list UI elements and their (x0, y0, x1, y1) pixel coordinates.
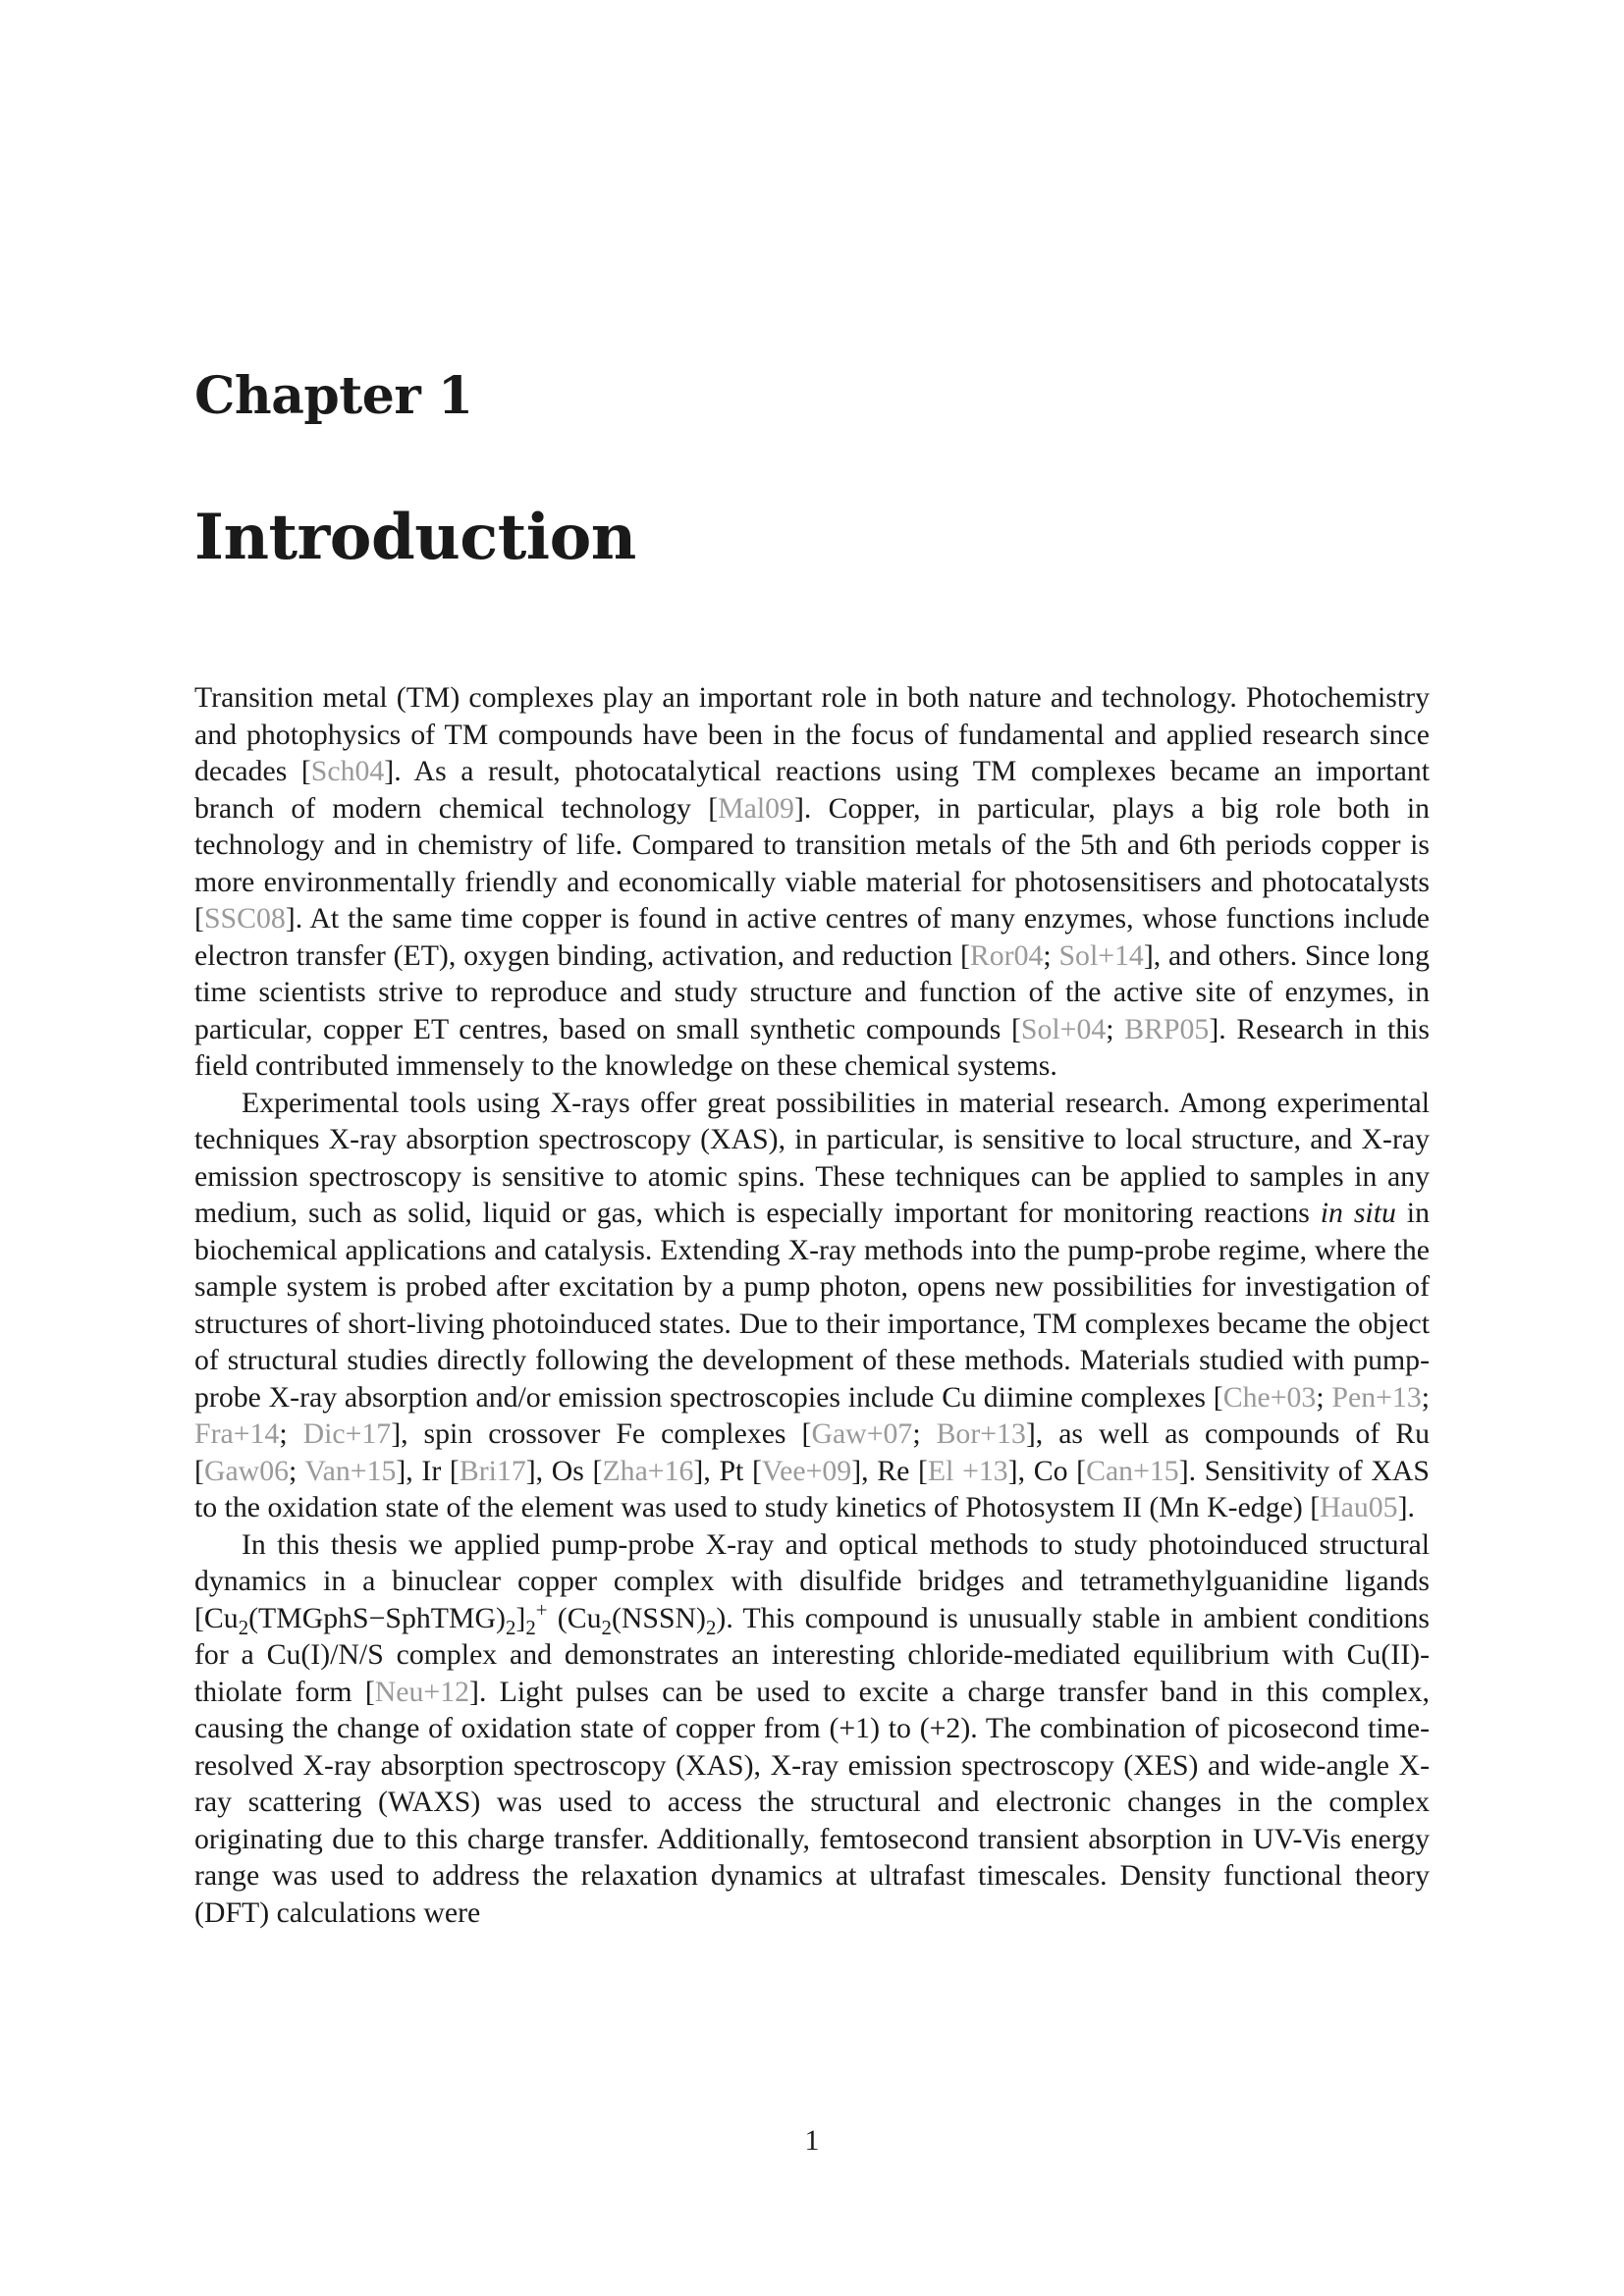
citation-link[interactable]: Che+03 (1222, 1380, 1317, 1414)
citation-link[interactable]: Dic+17 (302, 1417, 392, 1450)
text-run: Experimental tools using X-rays offer great possibilities in material research. Among experimental techniques X-ray absorption spectroscopy (XAS), in particular, is sensitive to local structure, and X-ray emission spectroscopy is sensitive to atomic spins. These techniques can be applied to samples in any medium, such as solid, liquid or gas, which is especially important for monitoring reactions (194, 1086, 1430, 1229)
citation-link[interactable]: Pen+13 (1331, 1380, 1422, 1414)
text-run: ], Co [ (1007, 1454, 1087, 1487)
text-run: ], Os [ (525, 1454, 603, 1487)
citation-link[interactable]: Sol+14 (1058, 938, 1144, 972)
text-run: ]. Light pulses can be used to excite a charge transfer band in this complex, causing the change of oxidation state of copper from (+1) to (+2). The combination of picosecond time-resolved X-ray absorption spectroscopy (XAS), X-ray emission spectroscopy (XES) and wide-angle X-ray scattering (WAXS) was used to access the structural and electronic changes in the complex originating due to this charge transfer. Additionally, femtosecond transient absorption in UV-Vis energy range was used to address the relaxation dynamics at ultrafast timescales. Density functional theory (DFT) calculations were (194, 1675, 1430, 1929)
text-run: ; (1043, 938, 1059, 972)
text-run: (TMGphS−SphTMG) (248, 1601, 506, 1634)
paragraph (194, 679, 1430, 1085)
citation-link[interactable]: Sch04 (310, 755, 385, 787)
paragraph (194, 1085, 1430, 1526)
text-run: ], Ir [ (396, 1454, 460, 1487)
chapter-number: Chapter 1 (194, 366, 473, 426)
text-run: ] (515, 1601, 526, 1634)
paragraph (194, 1526, 1430, 1932)
subscript: 2 (525, 1615, 536, 1639)
text-run: (NSSN) (611, 1601, 706, 1634)
text-run: ). This compound is unusually stable in ambient conditions for a Cu(I)/N/S complex and demonstrates an interesting chloride-mediated equilibrium with Cu(II)-thiolate form [ (194, 1601, 1430, 1708)
citation-link[interactable]: Gaw06 (203, 1454, 289, 1487)
text-run: ], Re [ (851, 1454, 928, 1487)
text-run: ; (912, 1417, 937, 1450)
citation-link[interactable]: Mal09 (718, 791, 794, 825)
text-run: ]. (1397, 1491, 1415, 1523)
text-run: In this thesis we applied pump-probe X-ray and optical methods to study photoinduced structural dynamics in a binuclear copper complex with disulfide bridges and tetramethylguanidine ligands [Cu (194, 1527, 1430, 1634)
text-run: ; (279, 1417, 303, 1450)
citation-link[interactable]: Vee+09 (761, 1454, 852, 1487)
text-run: in biochemical applications and catalysis. Extending X-ray methods into the pump-probe regime, where the sample system is probed after excitation by a pump photon, opens new possibilities for investigation of structures of short-living photoinduced states. Due to their importance, TM complexes became the object of structural studies directly following the development of these methods. Materials studied with pump-probe X-ray absorption and/or emission spectroscopies include Cu diimine complexes [ (194, 1197, 1430, 1414)
citation-link[interactable]: Sol+04 (1020, 1012, 1107, 1045)
citation-link[interactable]: Bri17 (459, 1454, 526, 1487)
subscript: 2 (705, 1615, 717, 1639)
text-run: ]. As a result, photocatalytical reactions using TM complexes became an important branch of modern chemical technology [ (194, 755, 1430, 825)
chapter-title: Introduction (194, 501, 636, 574)
citation-link[interactable]: Fra+14 (194, 1417, 280, 1450)
text-run: ; (1421, 1380, 1430, 1414)
citation-link[interactable]: BRP05 (1124, 1012, 1210, 1045)
citation-link[interactable]: Van+15 (304, 1454, 397, 1487)
citation-link[interactable]: SSC08 (203, 902, 286, 934)
text-run: ], as well as compounds of Ru [ (194, 1417, 1430, 1487)
text-run: ]. Copper, in particular, plays a big role both in technology and in chemistry of life. Compared to transition metals of the 5th and 6th periods copper is more environmentally friendly and economically viable material for photosensitisers and photocatalysts [ (194, 791, 1430, 934)
superscript: + (535, 1597, 548, 1622)
subscript: 2 (505, 1615, 516, 1639)
citation-link[interactable]: Bor+13 (936, 1417, 1026, 1450)
citation-link[interactable]: Neu+12 (374, 1675, 470, 1708)
citation-link[interactable]: Zha+16 (602, 1454, 694, 1487)
text-run: ], spin crossover Fe complexes [ (391, 1417, 812, 1450)
page-number: 1 (804, 2124, 820, 2157)
subscript: 2 (238, 1615, 249, 1639)
citation-link[interactable]: Ror04 (969, 938, 1044, 972)
subscript: 2 (601, 1615, 612, 1639)
text-run: ], Pt [ (693, 1454, 762, 1487)
text-run: Transition metal (TM) complexes play an important role in both nature and technology. Photochemistry and photophysics of TM compounds have been in the focus of fundamental and applied research since decades [ (194, 681, 1430, 787)
italic-text: in situ (1320, 1197, 1396, 1229)
citation-link[interactable]: Can+15 (1086, 1454, 1179, 1487)
body-text (194, 679, 1430, 1931)
text-run: ]. At the same time copper is found in active centres of many enzymes, whose functions include electron transfer (ET), oxygen binding, activation, and reduction [ (194, 902, 1430, 972)
text-run: ], and others. Since long time scientists strive to reproduce and study structure and function of the active site of enzymes, in particular, copper ET centres, based on small synthetic compounds [ (194, 938, 1430, 1045)
citation-link[interactable]: El +13 (927, 1454, 1008, 1487)
text-run: ]. Sensitivity of XAS to the oxidation state of the element was used to study kinetics of Photosystem II (Mn K-edge) [ (194, 1454, 1430, 1523)
citation-link[interactable]: Gaw+07 (811, 1417, 913, 1450)
text-run: ; (289, 1454, 305, 1487)
text-run: ]. Research in this field contributed immensely to the knowledge on these chemical systems. (194, 1012, 1431, 1082)
citation-link[interactable]: Hau05 (1320, 1491, 1398, 1523)
text-run: ; (1316, 1380, 1332, 1414)
text-run: ; (1106, 1012, 1125, 1045)
text-run: (Cu (547, 1601, 602, 1634)
